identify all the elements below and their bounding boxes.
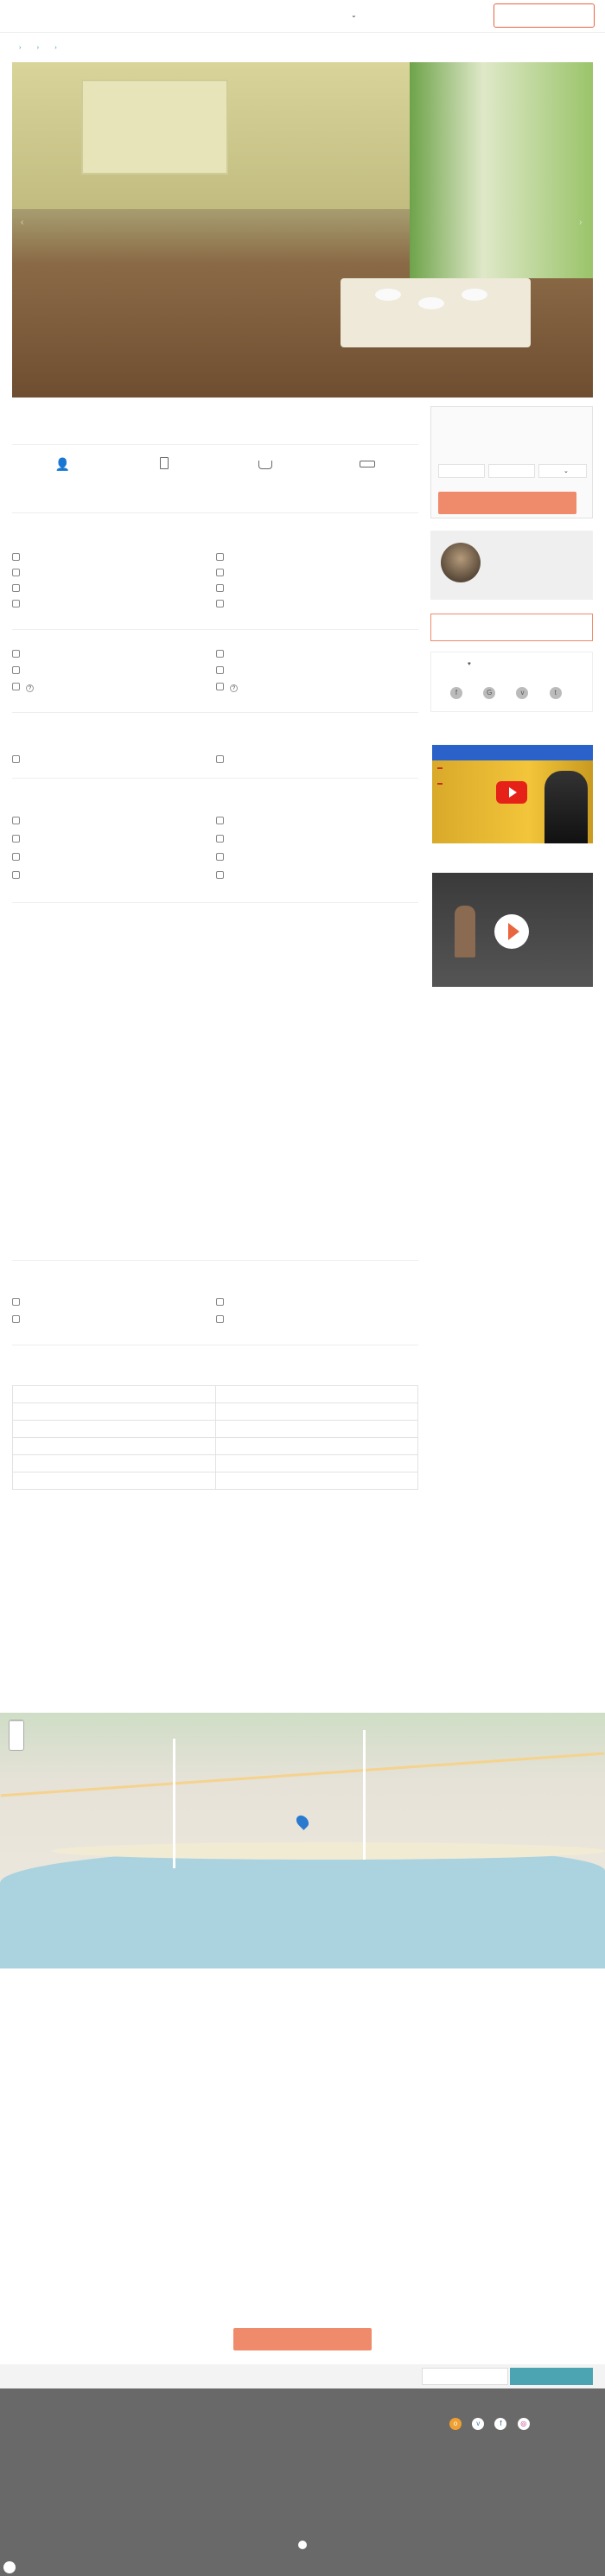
bath-icon — [258, 461, 272, 469]
prepayment-icon — [216, 683, 224, 690]
window-curtains — [410, 62, 593, 278]
language-select[interactable] — [351, 11, 357, 19]
period-cell — [13, 1472, 216, 1490]
gallery-next-arrow[interactable]: › — [579, 218, 583, 227]
plate — [418, 297, 444, 309]
airplane-icon — [216, 1315, 224, 1323]
become-host-button[interactable] — [494, 3, 595, 28]
twitter-icon[interactable]: t — [550, 687, 562, 699]
person-image — [544, 771, 588, 843]
add-favourites-button[interactable] — [468, 661, 471, 667]
feature-row — [216, 683, 238, 699]
feature-row — [12, 600, 24, 615]
about-left-2 — [12, 650, 34, 699]
facebook-icon[interactable]: f — [450, 687, 462, 699]
table-row — [13, 1455, 418, 1472]
period-cell — [13, 1403, 216, 1421]
extra-guest-icon — [216, 650, 224, 658]
checkout-input[interactable] — [488, 464, 535, 478]
table-header-row — [13, 1386, 418, 1403]
stat-air-conditioning — [315, 457, 418, 470]
heart-icon: ♥ — [468, 661, 471, 667]
beach-icon — [12, 1298, 20, 1306]
play-triangle-icon — [508, 923, 519, 940]
divider — [12, 902, 418, 903]
odnoklassniki-icon[interactable]: o — [449, 2418, 462, 2430]
stairs-icon — [12, 569, 20, 576]
see-more-offers-button[interactable] — [233, 2328, 372, 2350]
rule-row — [12, 853, 24, 871]
restaurant-icon — [12, 1315, 20, 1323]
gallery-prev-arrow[interactable]: ‹ — [21, 218, 24, 227]
famous-video[interactable] — [432, 745, 593, 843]
checkout-icon — [216, 835, 224, 843]
rules-left — [12, 817, 24, 889]
newsletter-email-input[interactable] — [422, 2368, 508, 2385]
checkin-icon — [216, 817, 224, 824]
bedsheet-icon — [12, 600, 20, 607]
rule-row — [216, 835, 228, 853]
listing-stats — [12, 444, 418, 513]
stat-bathrooms — [214, 457, 315, 472]
period-header — [13, 1386, 216, 1403]
divider — [12, 1260, 418, 1261]
rule-row — [216, 853, 228, 871]
feature-row — [12, 584, 24, 600]
parking-icon — [216, 553, 224, 561]
map-road — [363, 1730, 366, 1860]
subscribe-button[interactable] — [510, 2368, 593, 2385]
price-cell — [215, 1455, 418, 1472]
breadcrumb-separator: › — [19, 43, 22, 51]
kitchen-cabinets — [81, 80, 228, 175]
plate — [375, 289, 401, 301]
nearby-left — [12, 1298, 24, 1333]
feature-row — [216, 569, 228, 584]
feature-row — [216, 584, 228, 600]
wifi-icon — [216, 569, 224, 576]
children-icon — [12, 817, 20, 824]
bedsheet-icon — [12, 666, 20, 674]
price-cell — [215, 1403, 418, 1421]
feature-row — [12, 650, 34, 666]
info-icon[interactable]: ? — [26, 684, 34, 692]
guests-select[interactable] — [538, 464, 587, 478]
breadcrumb-separator: › — [36, 43, 40, 51]
breadcrumb-separator: › — [54, 43, 57, 51]
facebook-icon[interactable]: f — [494, 2418, 506, 2430]
breadcrumb — [12, 43, 71, 51]
divider — [12, 712, 418, 713]
period-cell — [13, 1438, 216, 1455]
price-cell — [215, 1421, 418, 1438]
wheelchair-icon — [12, 871, 20, 879]
footer-follow — [449, 2414, 534, 2430]
shield-icon — [216, 871, 224, 879]
feature-row — [216, 650, 238, 666]
about-right — [216, 553, 228, 615]
price-cell — [215, 1438, 418, 1455]
share-icons — [450, 687, 566, 699]
stat-guests — [12, 457, 113, 474]
chevron-down-icon: ⌄ — [564, 468, 569, 474]
bus-icon — [216, 1298, 224, 1306]
host-card — [430, 531, 593, 600]
stat-rooms — [113, 457, 214, 472]
divider — [12, 629, 418, 630]
vk-icon[interactable]: v — [472, 2418, 484, 2430]
contact-host-button[interactable] — [438, 492, 576, 514]
about-right-2 — [216, 650, 238, 699]
rules-right — [216, 817, 228, 889]
developer-logo-icon — [298, 2541, 307, 2549]
deposit-icon — [12, 683, 20, 690]
nearby-row — [12, 1315, 24, 1333]
divider — [12, 778, 418, 779]
nearby-row — [216, 1298, 228, 1315]
developed-by — [0, 2541, 605, 2549]
rule-row — [12, 835, 24, 853]
plate — [462, 289, 487, 301]
home-icon — [12, 553, 20, 561]
video-caption-line — [437, 767, 443, 769]
feature-row — [216, 666, 238, 683]
dining-table — [341, 278, 531, 347]
chevron-down-icon: ⌄ — [351, 11, 357, 19]
cartoon-person-image — [455, 906, 475, 957]
video-caption-line — [437, 783, 443, 785]
prices-table — [12, 1385, 418, 1490]
map[interactable] — [0, 1713, 605, 1969]
photo-gallery[interactable] — [12, 62, 593, 398]
feature-row — [12, 553, 24, 569]
instagram-icon[interactable]: ◎ — [518, 2418, 530, 2430]
nearby-row — [12, 1298, 24, 1315]
footer — [0, 2388, 605, 2576]
video-banner — [432, 745, 593, 760]
pets-icon — [12, 853, 20, 861]
newsletter-bar — [0, 2364, 605, 2388]
feature-row — [216, 600, 228, 615]
checkin-input[interactable] — [438, 464, 485, 478]
cleaning-icon — [12, 584, 20, 592]
map-beach — [52, 1842, 605, 1860]
nearby-right — [216, 1298, 228, 1333]
rule-row — [216, 817, 228, 835]
sofa-bed-row — [12, 755, 24, 764]
cleaning-fee-icon — [216, 666, 224, 674]
feature-row — [12, 666, 34, 683]
smoking-icon — [12, 835, 20, 843]
views-counter — [430, 614, 593, 641]
favourites-box — [430, 652, 593, 712]
description-text — [12, 1555, 418, 1561]
double-bed-row — [216, 755, 228, 764]
feature-row — [12, 569, 24, 584]
about-left — [12, 553, 24, 615]
ac-icon — [360, 461, 375, 467]
map-road — [173, 1739, 175, 1868]
cleaning-icon — [12, 650, 20, 658]
price-header — [215, 1386, 418, 1403]
calendar-icon — [216, 853, 224, 861]
table-row — [13, 1472, 418, 1490]
avatar — [441, 543, 481, 582]
guests-icon: 👤 — [54, 457, 71, 471]
table-row — [13, 1438, 418, 1455]
bed-icon — [216, 755, 224, 763]
footer-social-icons — [449, 2418, 534, 2430]
chat-icon[interactable] — [3, 2561, 16, 2573]
nearby-row — [216, 1315, 228, 1333]
map-zoom-controls — [9, 1720, 24, 1751]
how-it-works-video[interactable] — [432, 873, 593, 987]
sofa-icon — [12, 755, 20, 763]
feature-row — [12, 683, 34, 699]
window-icon — [216, 600, 224, 607]
vk-icon[interactable]: v — [516, 687, 528, 699]
balcony-icon — [216, 584, 224, 592]
rule-row — [12, 871, 24, 889]
booking-widget — [430, 406, 593, 518]
google-plus-icon[interactable]: G — [483, 687, 495, 699]
info-icon[interactable]: ? — [230, 684, 238, 692]
door-icon — [160, 457, 169, 469]
feature-row — [216, 553, 228, 569]
site-header — [0, 0, 605, 33]
play-triangle-icon — [509, 787, 517, 798]
period-cell — [13, 1421, 216, 1438]
rule-row — [12, 817, 24, 835]
table-row — [13, 1421, 418, 1438]
price-cell — [215, 1472, 418, 1490]
period-cell — [13, 1455, 216, 1472]
table-row — [13, 1403, 418, 1421]
map-sea — [0, 1847, 605, 1969]
rule-row — [216, 871, 228, 889]
